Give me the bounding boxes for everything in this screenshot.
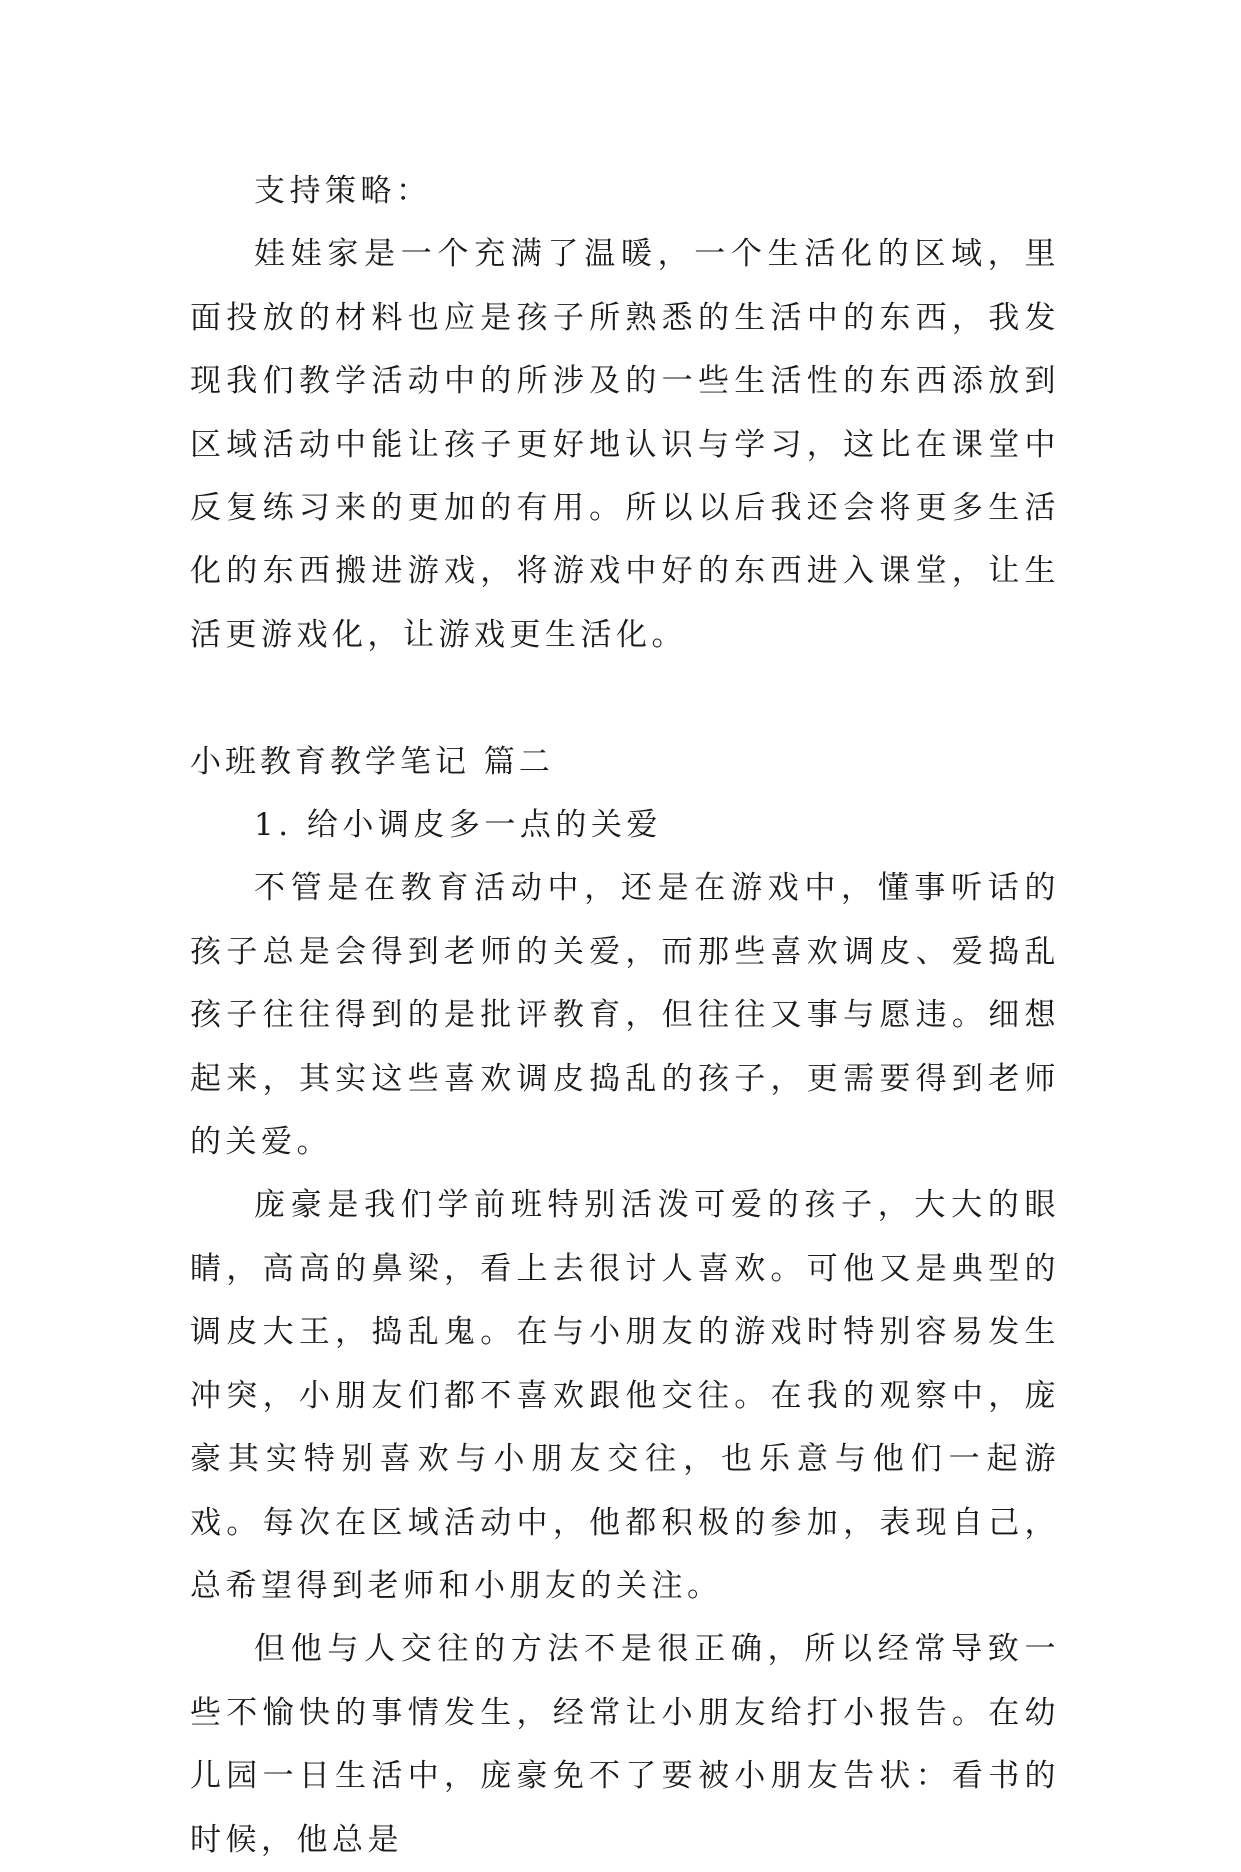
- section-heading: 小班教育教学笔记 篇二: [190, 743, 554, 780]
- body-paragraph-1: 不管是在教育活动中，还是在游戏中，懂事听话的孩子总是会得到老师的关爱，而那些喜欢调皮、爱捣乱孩子往往得到的是批评教育，但往往又事与愿违。细想起来，其实这些喜欢调皮捣乱的孩子，更需要得到老师的关爱。: [190, 870, 1060, 1161]
- section-spacer: [190, 667, 1060, 730]
- section-subheading: 1. 给小调皮多一点的关爱: [254, 807, 662, 844]
- support-strategy-paragraph: 娃娃家是一个充满了温暖，一个生活化的区域，里面投放的材料也应是孩子所熟悉的生活中的东西，我发现我们教学活动中的所涉及的一些生活性的东西添放到区域活动中能让孩子更好地认识与学习，这比在课堂中反复练习来的更加的有用。所以以后我还会将更多生活化的东西搬进游戏，将游戏中好的东西进入课堂，让生活更游戏化，让游戏更生活化。: [190, 236, 1060, 653]
- document-body: [190, 160, 1060, 1872]
- body-paragraph-2: 庞豪是我们学前班特别活泼可爱的孩子，大大的眼睛，高高的鼻梁，看上去很讨人喜欢。可他又是典型的调皮大王，捣乱鬼。在与小朋友的游戏时特别容易发生冲突，小朋友们都不喜欢跟他交往。在我的观察中，庞豪其实特别喜欢与小朋友交往，也乐意与他们一起游戏。每次在区域活动中，他都积极的参加，表现自己，总希望得到老师和小朋友的关注。: [190, 1187, 1060, 1604]
- support-strategy-label: 支持策略：: [254, 173, 432, 209]
- body-paragraph-3: 但他与人交往的方法不是很正确，所以经常导致一些不愉快的事情发生，经常让小朋友给打小报告。在幼儿园一日生活中，庞豪免不了要被小朋友告状：看书的时候，他总是: [190, 1631, 1060, 1858]
